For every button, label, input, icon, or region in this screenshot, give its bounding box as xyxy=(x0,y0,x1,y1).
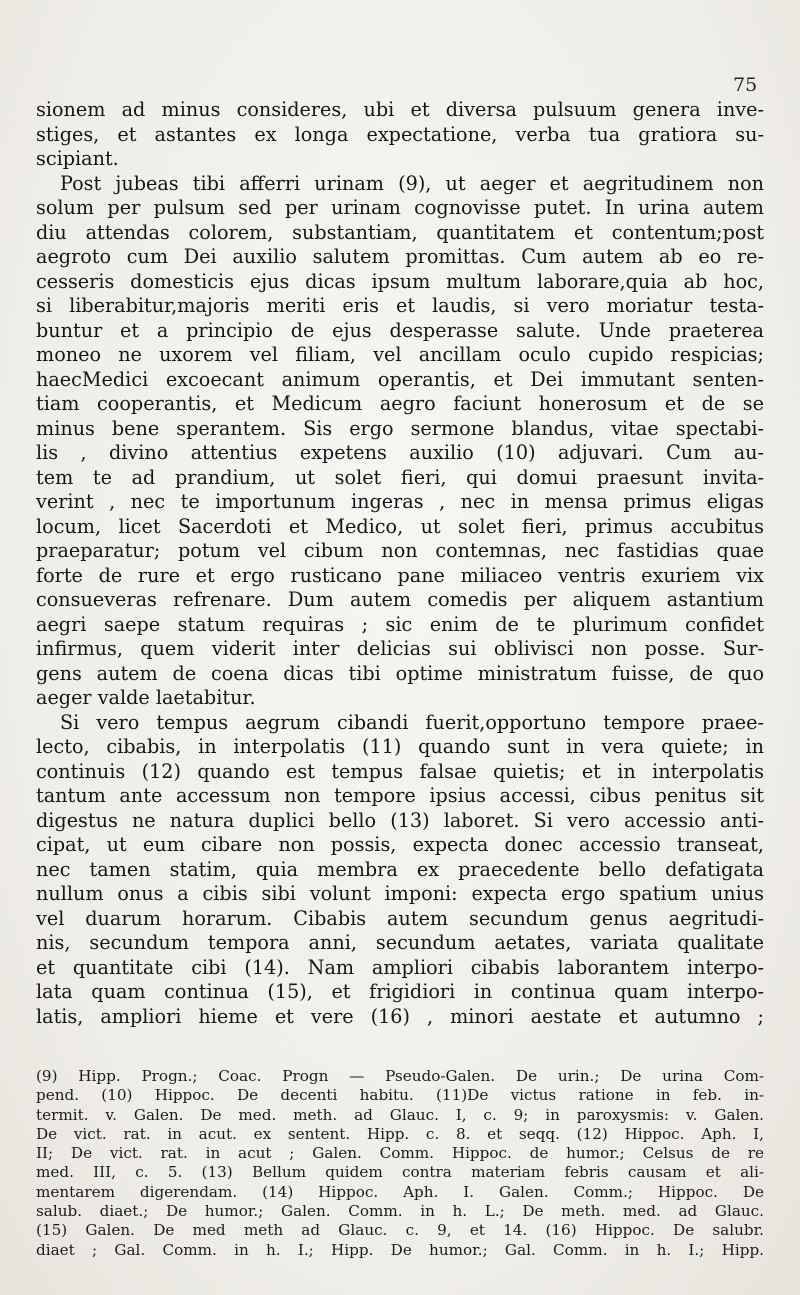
text-line: aeger valde laetabitur. xyxy=(36,686,256,709)
text-line: infirmus, quem viderit inter delicias sui oblivisci non posse. Sur- xyxy=(36,637,764,660)
text-line: solum per pulsum sed per urinam cognovisse putet. In urina autem xyxy=(36,196,764,219)
text-line: cesseris domesticis ejus dicas ipsum multum laborare,quia ab hoc, xyxy=(36,269,764,293)
text-line: haecMedici excoecant animum operantis, et Dei immutant senten- xyxy=(36,367,764,391)
text-line: tantum ante accessum non tempore ipsius accessi, cibus penitus sit xyxy=(36,784,764,807)
footnote-line: II; De vict. rat. in acut ; Galen. Comm. Hippoc. de humor.; Celsus de re xyxy=(36,1144,764,1163)
text-line: Si vero tempus aegrum cibandi fuerit,opportuno tempore praee- xyxy=(60,710,764,734)
text-line: si liberabitur,majoris meriti eris et laudis, si vero moriatur testa- xyxy=(36,294,764,317)
footnote-line: termit. v. Galen. De med. meth. ad Glauc. I, c. 9; in paroxysmis: v. Galen. xyxy=(36,1105,764,1124)
footnote-line: (9) Hipp. Progn.; Coac. Progn — Pseudo-Galen. De urin.; De urina Com- xyxy=(36,1067,764,1085)
footnote-line: diaet ; Gal. Comm. in h. I.; Hipp. De humor.; Gal. Comm. in h. I.; Hipp. xyxy=(36,1240,764,1259)
text-line: moneo ne uxorem vel filiam, vel ancillam oculo cupido respicias; xyxy=(36,343,764,366)
text-line: forte de rure et ergo rusticano pane miliaceo ventris exuriem vix xyxy=(36,563,764,587)
text-line: tiam cooperantis, et Medicum aegro faciunt honerosum et de se xyxy=(36,392,764,415)
text-line: continuis (12) quando est tempus falsae quietis; et in interpolatis xyxy=(36,759,764,783)
text-line: locum, licet Sacerdoti et Medico, ut solet fieri, primus accubitus xyxy=(36,514,764,538)
text-line: Post jubeas tibi afferri urinam (9), ut aeger et aegritudinem non xyxy=(60,171,764,195)
footnote-line: (15) Galen. De med meth ad Glauc. c. 9, et 14. (16) Hippoc. De salubr. xyxy=(36,1221,764,1240)
footnote-line: mentarem digerendam. (14) Hippoc. Aph. I. Galen. Comm.; Hippoc. De xyxy=(36,1182,764,1201)
text-line: lis , divino attentius expetens auxilio (10) adjuvari. Cum au- xyxy=(36,441,764,464)
page-number: 75 xyxy=(733,74,758,96)
text-line: et quantitate cibi (14). Nam ampliori cibabis laborantem interpo- xyxy=(36,955,764,979)
text-line: tem te ad prandium, ut solet fieri, qui domui praesunt invita- xyxy=(36,465,764,489)
footnote-line: pend. (10) Hippoc. De decenti habitu. (11)De victus ratione in feb. in- xyxy=(36,1086,764,1105)
text-line: diu attendas colorem, substantiam, quantitatem et contentum;post xyxy=(36,220,764,244)
text-line: nis, secundum tempora anni, secundum aetates, variata qualitate xyxy=(36,931,764,954)
text-line: sionem ad minus consideres, ubi et diversa pulsuum genera inve- xyxy=(36,98,764,121)
text-line: stiges, et astantes ex longa expectatione, verba tua gratiora su- xyxy=(36,122,764,146)
text-line: scipiant. xyxy=(36,147,119,170)
text-line: cipat, ut eum cibare non possis, expecta donec accessio transeat, xyxy=(36,833,764,856)
text-line: praeparatur; potum vel cibum non contemnas, nec fastidias quae xyxy=(36,539,764,562)
text-line: buntur et a principio de ejus desperasse salute. Unde praeterea xyxy=(36,318,764,342)
footnote-line: salub. diaet.; De humor.; Galen. Comm. in h. L.; De meth. med. ad Glauc. xyxy=(36,1202,764,1221)
text-line: nullum onus a cibis sibi volunt imponi: expecta ergo spatium unius xyxy=(36,882,764,905)
text-line: consueveras refrenare. Dum autem comedis per aliquem astantium xyxy=(36,588,764,611)
footnotes xyxy=(36,1067,764,1260)
text-line: gens autem de coena dicas tibi optime ministratum fuisse, de quo xyxy=(36,661,764,685)
text-line: minus bene sperantem. Sis ergo sermone blandus, vitae spectabi- xyxy=(36,416,764,440)
main-text xyxy=(36,98,764,1029)
text-line: lecto, cibabis, in interpolatis (11) quando sunt in vera quiete; in xyxy=(36,735,764,758)
text-line: lata quam continua (15), et frigidiori in continua quam interpo- xyxy=(36,980,764,1003)
footnote-line: De vict. rat. in acut. ex sentent. Hipp. c. 8. et seqq. (12) Hippoc. Aph. I, xyxy=(36,1124,764,1143)
text-line: digestus ne natura duplici bello (13) laboret. Si vero accessio anti- xyxy=(36,808,764,832)
text-line: vel duarum horarum. Cibabis autem secundum genus aegritudi- xyxy=(36,906,764,930)
text-line: aegri saepe statum requiras ; sic enim de te plurimum confidet xyxy=(36,612,764,636)
text-line: aegroto cum Dei auxilio salutem promittas. Cum autem ab eo re- xyxy=(36,245,764,268)
text-line: latis, ampliori hieme et vere (16) , minori aestate et autumno ; xyxy=(36,1004,764,1028)
footnote-line: med. III, c. 5. (13) Bellum quidem contra materiam febris causam et ali- xyxy=(36,1163,764,1182)
text-line: nec tamen statim, quia membra ex praecedente bello defatigata xyxy=(36,857,764,881)
text-line: verint , nec te importunum ingeras , nec in mensa primus eligas xyxy=(36,490,764,513)
